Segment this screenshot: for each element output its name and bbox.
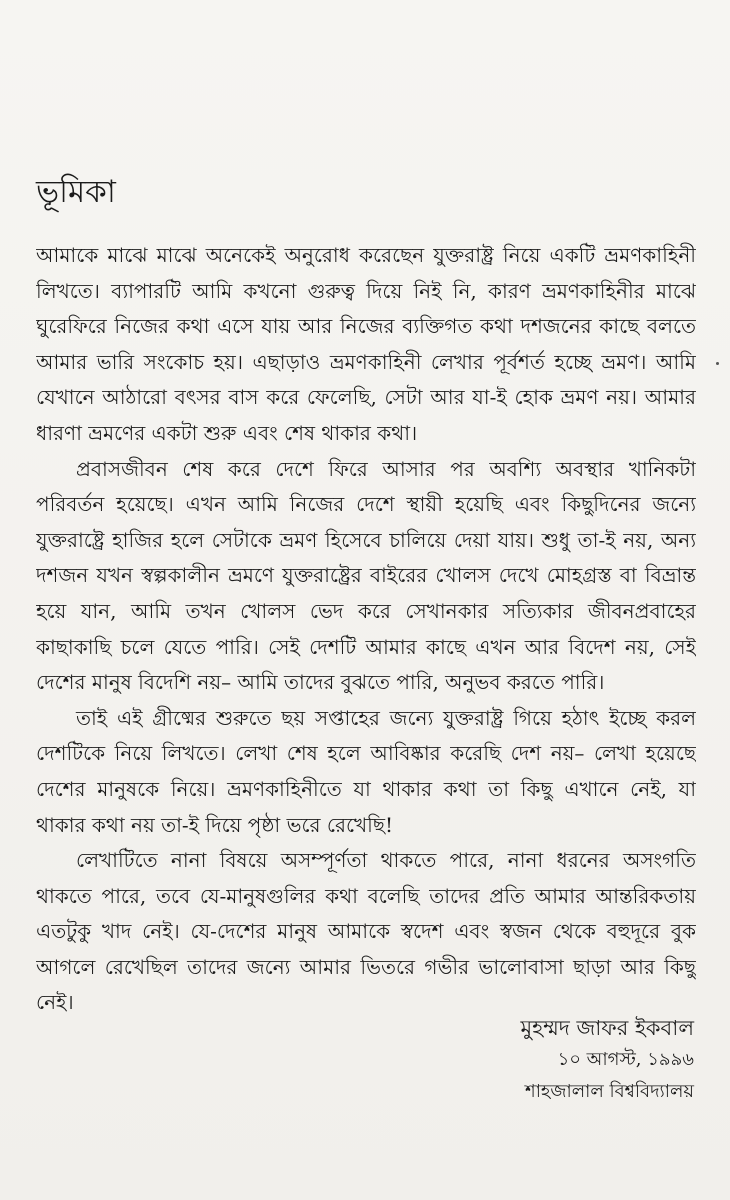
page-title: ভূমিকা [36, 174, 116, 210]
text-line: কাছাকাছি চলে যেতে পারি। সেই দেশটি আমার কাছে এখন আর বিদেশ নয়, সেই [36, 634, 696, 659]
text-line: দশজন যখন স্বল্পকালীন ভ্রমণে যুক্তরাষ্ট্রের বাইরের খোলস দেখে মোহগ্রস্ত বা বিভ্রান্ত [36, 563, 696, 588]
text-line: দেশের মানুষ বিদেশি নয়– আমি তাদের বুঝতে পারি, অনুভব করতে পারি। [36, 670, 605, 695]
paragraph [36, 238, 696, 452]
signature-block [521, 1012, 695, 1108]
text-line: পরিবর্তন হয়েছে। এখন আমি নিজের দেশে স্থায়ী হয়েছি এবং কিছুদিনের জন্যে [36, 492, 696, 517]
text-line: লিখতে। ব্যাপারটি আমি কখনো গুরুত্ব দিয়ে নিই নি, কারণ ভ্রমণকাহিনীর মাঝে [36, 278, 696, 303]
text-line: আমার ভারি সংকোচ হয়। এছাড়াও ভ্রমণকাহিনী লেখার পূর্বশর্ত হচ্ছে ভ্রমণ। আমি [36, 349, 696, 374]
text-line: তাই এই গ্রীষ্মের শুরুতে ছয় সপ্তাহের জন্যে যুক্তরাষ্ট্র গিয়ে হঠাৎ ইচ্ছে করল [76, 705, 696, 730]
text-line: আগলে রেখেছিল তাদের জন্যে আমার ভিতরে গভীর ভালোবাসা ছাড়া আর কিছু [36, 954, 696, 979]
text-line: দেশের মানুষকে নিয়ে। ভ্রমণকাহিনীতে যা থাকার কথা তা কিছু এখানে নেই, যা [36, 776, 696, 801]
text-line: লেখাটিতে নানা বিষয়ে অসম্পূর্ণতা থাকতে পারে, নানা ধরনের অসংগতি [76, 848, 696, 873]
text-line: নেই। [36, 990, 74, 1015]
signature-place: শাহজালাল বিশ্ববিদ্যালয় [525, 1081, 694, 1102]
author-name: মুহম্মদ জাফর ইকবাল [520, 1016, 694, 1040]
margin-speck [716, 362, 719, 365]
text-line: যেখানে আঠারো বৎসর বাস করে ফেলেছি, সেটা আর যা-ই হোক ভ্রমণ নয়। আমার [36, 385, 696, 410]
paragraph [36, 701, 696, 843]
text-line: ঘুরেফিরে নিজের কথা এসে যায় আর নিজের ব্যক্তিগত কথা দশজনের কাছে বলতে [36, 314, 696, 339]
text-line: প্রবাসজীবন শেষ করে দেশে ফিরে আসার পর অবশ্যি অবস্থার খানিকটা [76, 456, 696, 481]
text-line: যুক্তরাষ্ট্রে হাজির হলে সেটাকে ভ্রমণ হিসেবে চালিয়ে দেয়া যায়। শুধু তা-ই নয়, অন্য [36, 527, 696, 552]
text-line: ধারণা ভ্রমণের একটা শুরু এবং শেষ থাকার কথা। [36, 420, 418, 445]
paragraph [36, 452, 696, 701]
paragraph [36, 843, 696, 1021]
preface-body [36, 238, 696, 1021]
signature-date: ১০ আগস্ট, ১৯৯৬ [557, 1049, 694, 1070]
text-line: থাকতে পারে, তবে যে-মানুষগুলির কথা বলেছি তাদের প্রতি আমার আন্তরিকতায় [36, 883, 696, 908]
text-line: এতটুকু খাদ নেই। যে-দেশের মানুষ আমাকে স্বদেশ এবং স্বজন থেকে বহুদূরে বুক [36, 919, 696, 944]
text-line: আমাকে মাঝে মাঝে অনেকেই অনুরোধ করেছেন যুক্তরাষ্ট্র নিয়ে একটি ভ্রমণকাহিনী [36, 243, 696, 267]
text-line: থাকার কথা নয় তা-ই দিয়ে পৃষ্ঠা ভরে রেখেছি! [36, 812, 394, 837]
text-line: দেশটিকে নিয়ে লিখতে। লেখা শেষ হলে আবিষ্কার করেছি দেশ নয়– লেখা হয়েছে [36, 741, 696, 766]
text-line: হয়ে যান, আমি তখন খোলস ভেদ করে সেখানকার সত্যিকার জীবনপ্রবাহের [36, 598, 696, 623]
